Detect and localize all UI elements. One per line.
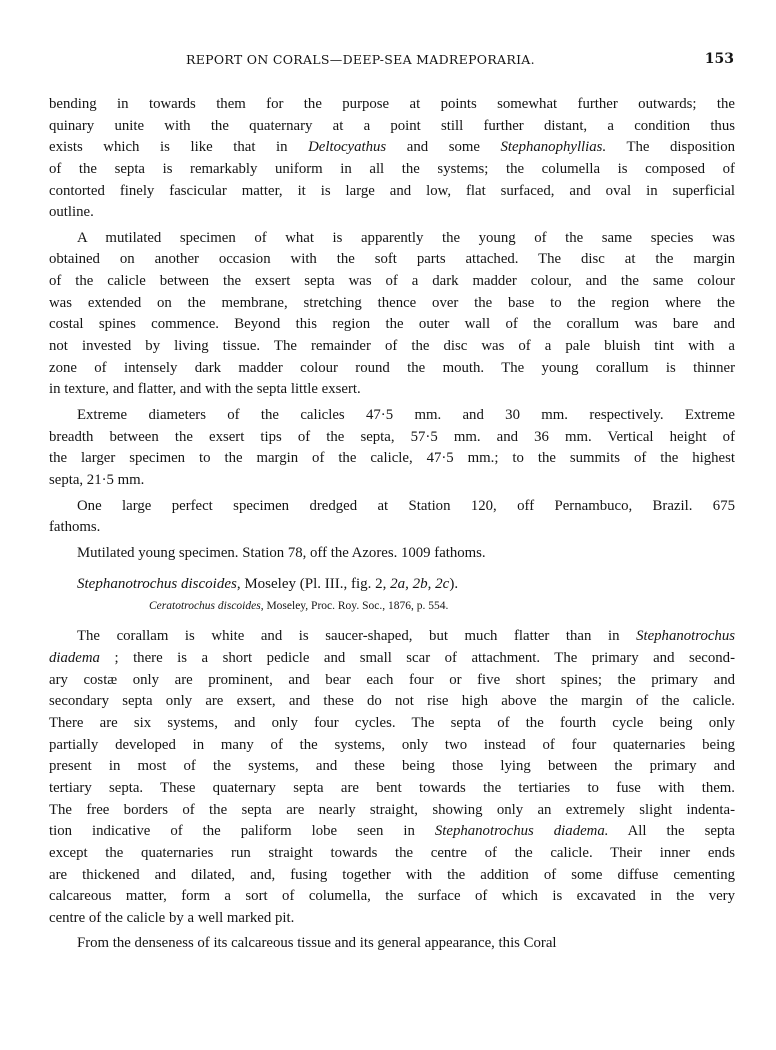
text-line: except the quaternaries run straight towards the centre of the calicle. Their inner ends <box>49 844 735 861</box>
text-line: zone of intensely dark madder colour round the mouth. The young corallum is thinner <box>49 359 735 376</box>
text-line: The free borders of the septa are nearly straight, showing only an extremely slight indenta- <box>49 801 735 818</box>
text-line: septa, 21·5 mm. <box>49 471 145 488</box>
text-line: the larger specimen to the margin of the calicle, 47·5 mm.; to the summits of the highest <box>49 450 735 467</box>
text-line: tertiary septa. These quaternary septa are bent towards the tertiaries to fuse with them. <box>49 779 735 796</box>
page-number: 153 <box>704 51 734 67</box>
text-line: obtained on another occasion with the soft parts attached. The disc at the margin <box>49 251 735 268</box>
text-line: exists which is like that in Deltocyathus and some Stephanophyllias. The disposition <box>49 139 735 156</box>
text-line: tion indicative of the paliform lobe seen in Stephanotrochus diadema. All the septa <box>49 823 735 840</box>
text-line: of the septa is remarkably uniform in all the systems; the columella is composed of <box>49 160 735 177</box>
paragraph <box>49 496 735 539</box>
text-line: not invested by living tissue. The remainder of the disc was of a pale bluish tint with a <box>49 338 735 355</box>
synonym-reference: , Moseley, Proc. Roy. Soc., 1876, p. 554. <box>260 600 449 613</box>
paragraph <box>49 543 735 565</box>
text-line: calcareous matter, form a sort of columella, the surface of which is excavated in the very <box>49 888 735 905</box>
text-line: are thickened and dilated, and, fusing together with the addition of some diffuse cementing <box>49 866 735 883</box>
text-line: Mutilated young specimen. Station 78, off the Azores. 1009 fathoms. <box>77 544 486 561</box>
text-line: contorted finely fascicular matter, it is large and low, flat surfaced, and oval in superficial <box>49 182 735 199</box>
text-line: One large perfect specimen dredged at Station 120, off Pernambuco, Brazil. 675 <box>77 497 735 514</box>
text-line: of the calicle between the exsert septa was of a dark madder colour, and the same colour <box>49 273 735 290</box>
synonym-citation <box>49 596 735 616</box>
species-heading: Stephanotrochus discoides, Moseley (Pl. III., fig. 2, 2a, 2b, 2c). <box>77 576 459 593</box>
text-line: outline. <box>49 204 94 221</box>
text-line: was extended on the membrane, stretching thence over the base to the region where the <box>49 294 735 311</box>
text-line: centre of the calicle by a well marked pit. <box>49 909 295 926</box>
text-line: A mutilated specimen of what is apparently the young of the same species was <box>77 229 735 246</box>
text-line: in texture, and flatter, and with the septa little exsert. <box>49 381 361 398</box>
text-line: ary costæ only are prominent, and bear each four or five short spines; the primary and <box>49 671 735 688</box>
paragraph <box>49 933 735 955</box>
text-line: breadth between the exsert tips of the septa, 57·5 mm. and 36 mm. Vertical height of <box>49 428 735 445</box>
paragraph <box>49 405 735 492</box>
text-line: bending in towards them for the purpose at points somewhat further outwards; the <box>49 96 735 112</box>
text-line: secondary septa only are exsert, and these do not rise high above the margin of the calicle. <box>49 693 735 710</box>
text-line: fathoms. <box>49 519 101 536</box>
text-line: quinary unite with the quaternary at a point still further distant, a condition thus <box>49 117 735 134</box>
text-line: costal spines commence. Beyond this region the outer wall of the corallum was bare and <box>49 316 735 333</box>
running-title: REPORT ON CORALS—DEEP-SEA MADREPORARIA. <box>186 52 535 67</box>
species-name: Stephanotrochus discoides <box>77 576 237 593</box>
paragraph <box>49 94 735 224</box>
paragraph <box>49 228 735 401</box>
paragraph <box>49 626 735 929</box>
text-line: The corallam is white and is saucer-shaped, but much flatter than in Stephanotrochus <box>77 628 735 645</box>
page-header <box>48 52 734 72</box>
synonym-name: Ceratotrochus discoides <box>149 600 261 613</box>
paragraph-group-1 <box>49 94 735 564</box>
text-line: diadema ; there is a short pedicle and small scar of attachment. The primary and second- <box>49 650 735 667</box>
text-line: Extreme diameters of the calicles 47·5 mm. and 30 mm. respectively. Extreme <box>77 406 735 423</box>
body-text <box>49 94 735 955</box>
text-line: present in most of the systems, and these being those lying between the primary and <box>49 758 735 775</box>
paragraph-group-2 <box>49 626 735 955</box>
text-line: There are six systems, and only four cycles. The septa of the fourth cycle being only <box>49 715 735 732</box>
text-line: From the denseness of its calcareous tissue and its general appearance, this Coral <box>77 935 557 952</box>
text-line: partially developed in many of the systems, only two instead of four quaternaries being <box>49 736 735 753</box>
